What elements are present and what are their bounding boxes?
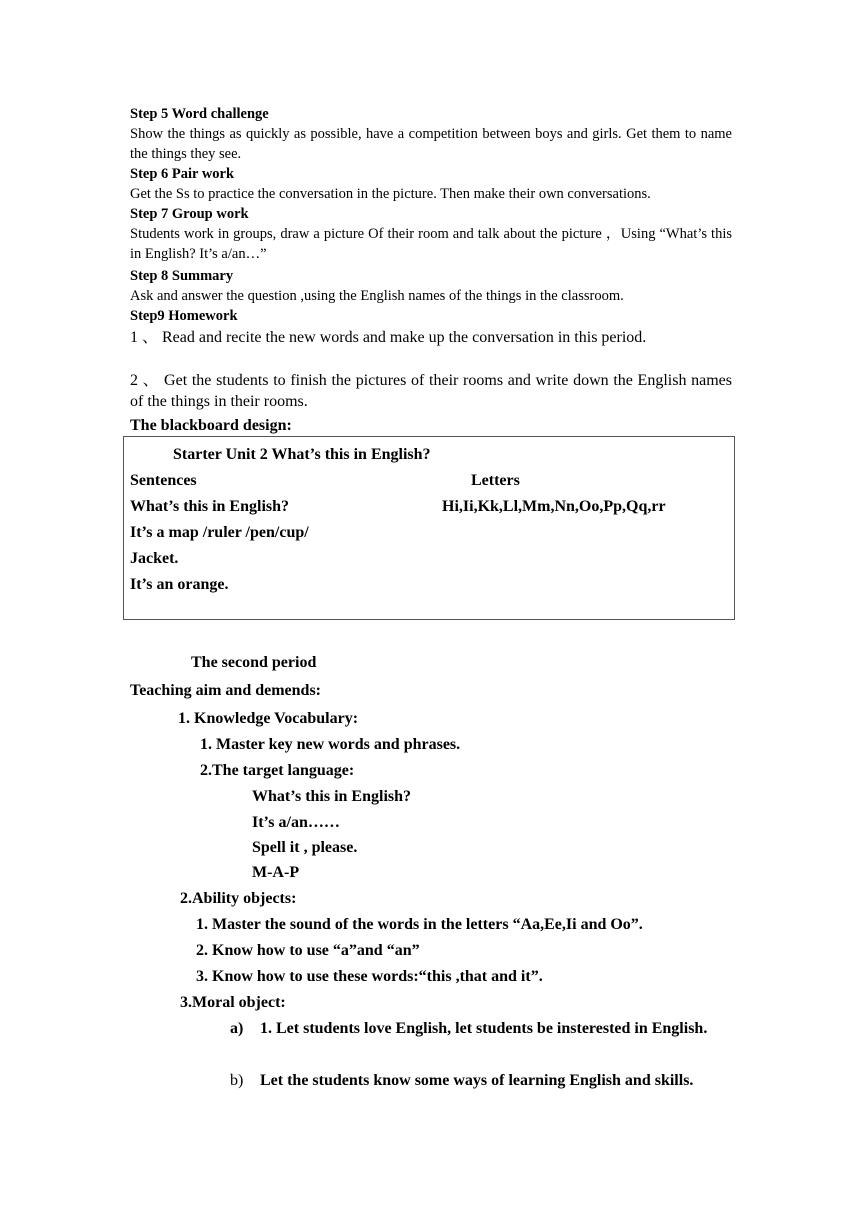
target-line-2: It’s a/an……: [252, 814, 340, 831]
step6-text: Get the Ss to practice the conversation in the picture. Then make their own conversations.: [130, 186, 651, 202]
step9-heading: Step9 Homework: [130, 308, 238, 324]
knowledge-item-2: 2.The target language:: [200, 762, 355, 779]
step5-block: [130, 104, 732, 164]
step9-block: [130, 306, 732, 326]
step8-text: Ask and answer the question ,using the English names of the things in the classroom.: [130, 288, 624, 304]
ability-item-1: 1. Master the sound of the words in the letters “Aa,Ee,Ii and Oo”.: [196, 916, 643, 933]
ability-item-2: 2. Know how to use “a”and “an”: [196, 942, 420, 959]
homework-item-2: 2 、 Get the students to finish the pictures of their rooms and write down the English names of the things in their rooms.: [130, 372, 732, 410]
blackboard-title: Starter Unit 2 What’s this in English?: [173, 446, 431, 463]
step8-heading: Step 8 Summary: [130, 268, 234, 284]
step7-text: Students work in groups, draw a picture Of their room and talk about the picture ，Using “What’s this in English? It’s a/an…”: [130, 226, 732, 262]
moral-marker-b: b): [230, 1072, 244, 1089]
step6-block: [130, 164, 732, 204]
step6-heading: Step 6 Pair work: [130, 166, 235, 182]
blackboard-sentence-1: What’s this in English?: [130, 498, 290, 515]
target-line-3: Spell it , please.: [252, 839, 358, 856]
step7-heading: Step 7 Group work: [130, 206, 249, 222]
target-line-4: M-A-P: [252, 864, 300, 881]
ability-heading: 2.Ability objects:: [180, 890, 297, 907]
homework-item-1: 1 、 Read and recite the new words and make up the conversation in this period.: [130, 329, 647, 346]
ability-item-3: 3. Know how to use these words:“this ,that and it”.: [196, 968, 543, 985]
blackboard-col-letters: Letters: [471, 472, 520, 489]
blackboard-letters: Hi,Ii,Kk,Ll,Mm,Nn,Oo,Pp,Qq,rr: [442, 498, 666, 515]
blackboard-sentence-2: It’s a map /ruler /pen/cup/: [130, 524, 309, 541]
blackboard-col-sentences: Sentences: [130, 472, 197, 489]
target-line-1: What’s this in English?: [252, 788, 412, 805]
moral-heading: 3.Moral object:: [180, 994, 286, 1011]
blackboard-box: [123, 436, 735, 620]
step8-block: [130, 266, 732, 306]
blackboard-sentence-3: Jacket.: [130, 550, 179, 567]
step5-heading: Step 5 Word challenge: [130, 106, 269, 122]
step7-block: [130, 204, 732, 264]
moral-item-b: Let the students know some ways of learning English and skills.: [260, 1072, 694, 1089]
aims-heading: Teaching aim and demends:: [130, 682, 321, 699]
step5-text: Show the things as quickly as possible, have a competition between boys and girls. Get them to name the things they see.: [130, 126, 732, 162]
moral-item-a: 1. Let students love English, let students be insterested in English.: [260, 1020, 708, 1037]
moral-marker-a: a): [230, 1020, 244, 1037]
knowledge-heading: 1. Knowledge Vocabulary:: [178, 710, 359, 727]
blackboard-heading: The blackboard design:: [130, 417, 292, 434]
period-title: The second period: [191, 654, 317, 671]
knowledge-item-1: 1. Master key new words and phrases.: [200, 736, 461, 753]
blackboard-sentence-4: It’s an orange.: [130, 576, 229, 593]
